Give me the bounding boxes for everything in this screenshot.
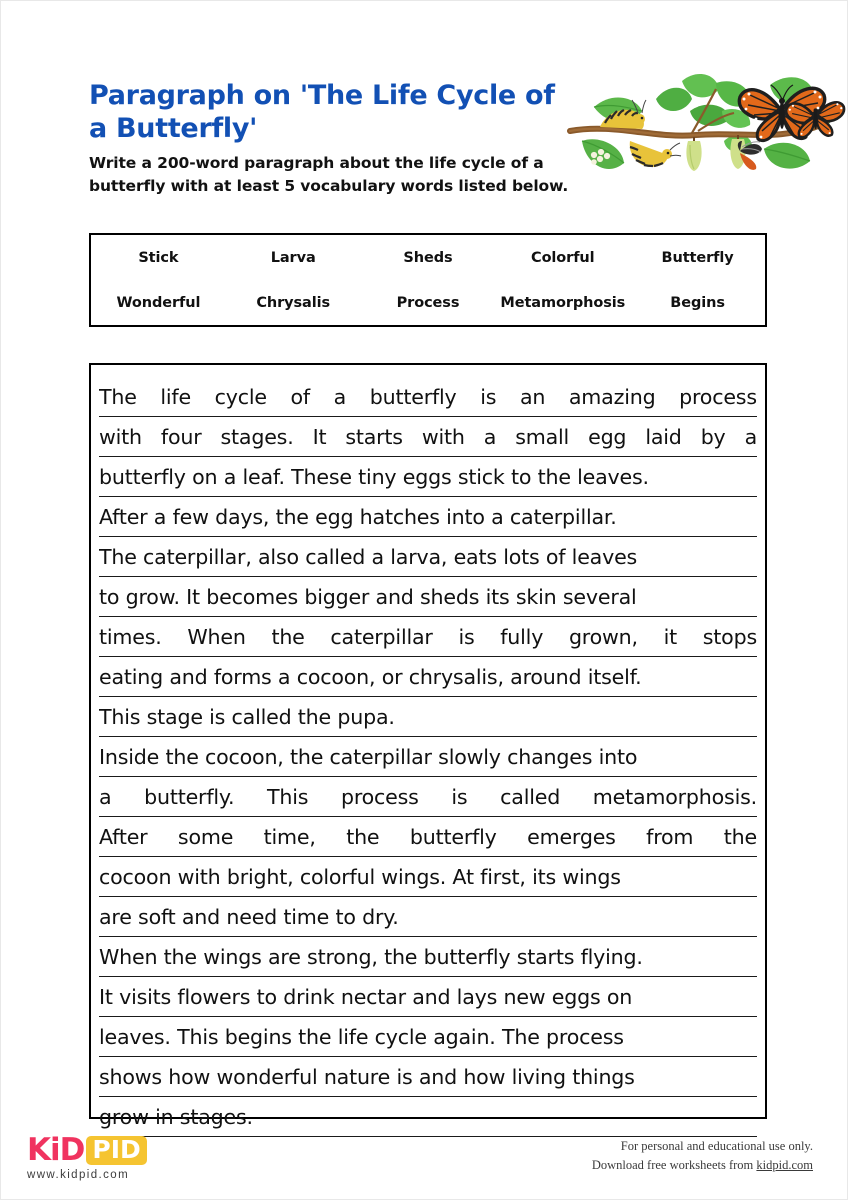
answer-word: It <box>312 425 327 449</box>
vocabulary-word-bank <box>89 233 767 327</box>
answer-word: emerges <box>527 825 616 849</box>
logo-url: www.kidpid.com <box>27 1169 130 1181</box>
answer-line <box>99 817 757 857</box>
footer-note-line-2 <box>592 1156 813 1175</box>
butterfly-life-cycle-illustration <box>564 63 846 193</box>
answer-line: are soft and need time to dry. <box>99 897 757 937</box>
answer-word: an <box>519 385 546 409</box>
vocabulary-word: Stick <box>138 249 179 266</box>
answer-word: the <box>723 825 757 849</box>
answer-word: laid <box>645 425 682 449</box>
answer-word: is <box>480 385 497 409</box>
answer-word: some <box>177 825 234 849</box>
vocabulary-word: Begins <box>670 294 725 311</box>
answer-word: cycle <box>214 385 267 409</box>
answer-word: a <box>744 425 757 449</box>
vocabulary-row-2 <box>91 280 765 325</box>
answer-word: by <box>700 425 726 449</box>
kidpid-logo <box>27 1132 147 1181</box>
answer-word: starts <box>345 425 403 449</box>
answer-word: butterfly. <box>144 785 235 809</box>
answer-word: When <box>187 625 246 649</box>
answer-word: the <box>271 625 305 649</box>
answer-word: the <box>346 825 380 849</box>
answer-word: called <box>500 785 561 809</box>
answer-word: fully <box>500 625 544 649</box>
answer-line: After a few days, the egg hatches into a caterpillar. <box>99 497 757 537</box>
answer-word: of <box>290 385 310 409</box>
answer-word: a <box>99 785 112 809</box>
answer-word: stages. <box>220 425 294 449</box>
footer-usage-note <box>592 1137 813 1176</box>
answer-word: it <box>663 625 678 649</box>
answer-word: with <box>99 425 142 449</box>
answer-line: Inside the cocoon, the caterpillar slowly changes into <box>99 737 757 777</box>
answer-word: four <box>160 425 202 449</box>
vocabulary-word: Chrysalis <box>256 294 331 311</box>
answer-word: from <box>646 825 694 849</box>
answer-line: to grow. It becomes bigger and sheds its skin several <box>99 577 757 617</box>
answer-text <box>99 377 757 1137</box>
answer-word: is <box>458 625 475 649</box>
answer-line: butterfly on a leaf. These tiny eggs stick to the leaves. <box>99 457 757 497</box>
page-footer <box>1 1125 848 1201</box>
vocabulary-word: Colorful <box>531 249 595 266</box>
vocabulary-word: Butterfly <box>661 249 734 266</box>
answer-word: stops <box>702 625 757 649</box>
answer-word: small <box>515 425 570 449</box>
answer-line <box>99 377 757 417</box>
answer-line: eating and forms a cocoon, or chrysalis, around itself. <box>99 657 757 697</box>
answer-word: process <box>340 785 419 809</box>
answer-line: The caterpillar, also called a larva, eats lots of leaves <box>99 537 757 577</box>
answer-word: a <box>483 425 497 449</box>
instructions-text: Write a 200-word paragraph about the life cycle of a butterfly with at least 5 vocabulary words listed below. <box>89 153 569 196</box>
answer-word: with <box>421 425 465 449</box>
logo-text-kid: KiD <box>27 1132 85 1168</box>
answer-word: time, <box>263 825 316 849</box>
vocabulary-word: Larva <box>270 249 316 266</box>
page-title: Paragraph on 'The Life Cycle of a Butterfly' <box>89 80 555 145</box>
answer-line: When the wings are strong, the butterfly starts flying. <box>99 937 757 977</box>
answer-word: metamorphosis. <box>592 785 757 809</box>
answer-writing-area[interactable] <box>89 363 767 1129</box>
answer-line <box>99 417 757 457</box>
kidpid-link[interactable]: kidpid.com <box>756 1158 813 1173</box>
vocabulary-word: Process <box>396 294 460 311</box>
footer-note-line-1: For personal and educational use only. <box>620 1139 813 1153</box>
answer-word: caterpillar <box>330 625 433 649</box>
answer-word: After <box>99 825 148 849</box>
vocabulary-word: Metamorphosis <box>500 294 626 311</box>
answer-line: leaves. This begins the life cycle again. The process <box>99 1017 757 1057</box>
vocabulary-row-1 <box>91 235 765 280</box>
footer-note-prefix: Download free worksheets from <box>591 1158 757 1173</box>
answer-line <box>99 617 757 657</box>
answer-word: life <box>160 385 191 409</box>
answer-line: cocoon with bright, colorful wings. At first, its wings <box>99 857 757 897</box>
logo-mark <box>27 1132 147 1168</box>
answer-line: grow in stages. <box>99 1097 757 1137</box>
answer-word: a <box>333 385 347 409</box>
answer-word: butterfly <box>369 385 457 409</box>
answer-line <box>99 777 757 817</box>
answer-word: This <box>266 785 309 809</box>
answer-word: grown, <box>568 625 638 649</box>
answer-line: This stage is called the pupa. <box>99 697 757 737</box>
answer-word: is <box>451 785 468 809</box>
answer-line: shows how wonderful nature is and how living things <box>99 1057 757 1097</box>
answer-word: egg <box>588 425 627 449</box>
logo-text-pid: PID <box>86 1136 146 1165</box>
vocabulary-word: Wonderful <box>116 294 201 311</box>
answer-word: times. <box>99 625 162 649</box>
answer-word: butterfly <box>409 825 497 849</box>
answer-word: process <box>679 385 757 409</box>
vocabulary-word: Sheds <box>403 249 453 266</box>
answer-word: amazing <box>568 385 656 409</box>
answer-word: The <box>99 385 137 409</box>
answer-line: It visits flowers to drink nectar and lays new eggs on <box>99 977 757 1017</box>
